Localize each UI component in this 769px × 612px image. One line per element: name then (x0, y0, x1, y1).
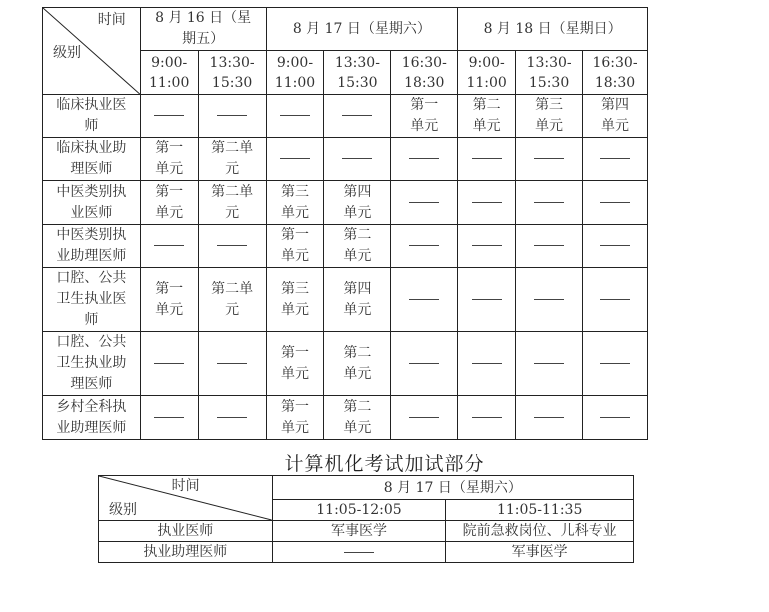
corner-level-label: 级别 (109, 502, 137, 518)
unit-cell: 第二单元 (198, 181, 266, 225)
dash-mark (534, 245, 564, 246)
unit-cell: 第一单元 (391, 95, 458, 138)
unit-cell: 第二单元 (198, 138, 266, 181)
dash-mark (280, 158, 310, 159)
level-cell: 执业助理医师 (99, 542, 273, 563)
corner-time-label: 时间 (97, 12, 126, 28)
level-cell: 口腔、公共卫生执业医师 (43, 268, 141, 332)
empty-cell (458, 181, 516, 225)
dash-mark (217, 363, 247, 364)
time-slot: 11:05-12:05 (272, 500, 446, 521)
time-slot: 13:30-15:30 (324, 51, 391, 95)
dash-mark (534, 158, 564, 159)
time-slot: 13:30-15:30 (516, 51, 583, 95)
empty-cell (583, 268, 648, 332)
subject-cell: 军事医学 (446, 542, 634, 563)
empty-cell (458, 268, 516, 332)
dash-mark (472, 417, 502, 418)
empty-cell (583, 396, 648, 440)
empty-cell (458, 138, 516, 181)
time-slot: 16:30-18:30 (583, 51, 648, 95)
dash-mark (217, 115, 247, 116)
unit-cell: 第二单元 (324, 332, 391, 396)
dash-mark (154, 245, 184, 246)
dash-mark (600, 245, 630, 246)
table-row (43, 138, 648, 181)
empty-cell (516, 225, 583, 268)
dash-mark (534, 363, 564, 364)
dash-mark (472, 202, 502, 203)
unit-cell: 第一单元 (266, 396, 324, 440)
unit-cell: 第二单元 (198, 268, 266, 332)
dash-mark (472, 158, 502, 159)
dash-mark (344, 552, 374, 553)
dash-mark (534, 299, 564, 300)
empty-cell (391, 268, 458, 332)
dash-mark (154, 115, 184, 116)
empty-cell (198, 95, 266, 138)
dash-mark (600, 363, 630, 364)
corner-time-label: 时间 (171, 478, 200, 494)
table-row (99, 521, 634, 542)
dash-mark (409, 245, 439, 246)
header-corner (99, 476, 273, 521)
time-slot: 13:30-15:30 (198, 51, 266, 95)
unit-cell: 第一单元 (140, 138, 198, 181)
empty-cell (391, 225, 458, 268)
empty-cell (198, 332, 266, 396)
level-cell: 临床执业医师 (43, 95, 141, 138)
table-row (99, 542, 634, 563)
empty-cell (583, 138, 648, 181)
unit-cell: 第一单元 (140, 268, 198, 332)
exam-schedule-table (42, 7, 648, 440)
table-row (43, 225, 648, 268)
extra-exam-table (98, 475, 634, 563)
dash-mark (534, 417, 564, 418)
empty-cell (324, 95, 391, 138)
empty-cell (391, 138, 458, 181)
unit-cell: 第二单元 (324, 225, 391, 268)
unit-cell: 第四单元 (324, 268, 391, 332)
dash-mark (342, 115, 372, 116)
level-cell: 临床执业助理医师 (43, 138, 141, 181)
dash-mark (534, 202, 564, 203)
empty-cell (583, 225, 648, 268)
dash-mark (600, 158, 630, 159)
unit-cell: 第四单元 (583, 95, 648, 138)
empty-cell (324, 138, 391, 181)
level-cell: 执业医师 (99, 521, 273, 542)
unit-cell: 第一单元 (266, 225, 324, 268)
time-slot: 16:30-18:30 (391, 51, 458, 95)
dash-mark (600, 299, 630, 300)
dash-mark (409, 299, 439, 300)
empty-cell (583, 181, 648, 225)
empty-cell (140, 396, 198, 440)
unit-cell: 第二单元 (458, 95, 516, 138)
unit-cell: 第一单元 (266, 332, 324, 396)
empty-cell (198, 396, 266, 440)
table-row (43, 181, 648, 225)
empty-cell (516, 138, 583, 181)
dash-mark (472, 299, 502, 300)
table-row (43, 95, 648, 138)
time-slot: 11:05-11:35 (446, 500, 634, 521)
unit-cell: 第三单元 (516, 95, 583, 138)
day-header: 8 月 17 日（星期六） (266, 8, 458, 51)
time-slot: 9:00-11:00 (140, 51, 198, 95)
day-header: 8 月 18 日（星期日） (458, 8, 648, 51)
unit-cell: 第三单元 (266, 181, 324, 225)
dash-mark (409, 202, 439, 203)
empty-cell (458, 396, 516, 440)
empty-cell (272, 542, 446, 563)
dash-mark (409, 158, 439, 159)
level-cell: 中医类别执业助理医师 (43, 225, 141, 268)
time-slot: 9:00-11:00 (266, 51, 324, 95)
day-header: 8 月 17 日（星期六） (272, 476, 633, 500)
empty-cell (391, 396, 458, 440)
dash-mark (217, 245, 247, 246)
empty-cell (516, 181, 583, 225)
dash-mark (217, 417, 247, 418)
unit-cell: 第二单元 (324, 396, 391, 440)
unit-cell: 第三单元 (266, 268, 324, 332)
time-slot: 9:00-11:00 (458, 51, 516, 95)
dash-mark (154, 417, 184, 418)
empty-cell (516, 396, 583, 440)
level-cell: 中医类别执业医师 (43, 181, 141, 225)
empty-cell (458, 225, 516, 268)
dash-mark (600, 202, 630, 203)
table-row (43, 268, 648, 332)
empty-cell (266, 138, 324, 181)
empty-cell (140, 225, 198, 268)
empty-cell (140, 95, 198, 138)
dash-mark (342, 158, 372, 159)
table-row (43, 332, 648, 396)
dash-mark (409, 417, 439, 418)
dash-mark (472, 363, 502, 364)
empty-cell (458, 332, 516, 396)
header-corner (43, 8, 141, 95)
dash-mark (280, 115, 310, 116)
dash-mark (600, 417, 630, 418)
subject-cell: 院前急救岗位、儿科专业 (446, 521, 634, 542)
extra-exam-heading: 计算机化考试加试部分 (284, 453, 485, 475)
empty-cell (583, 332, 648, 396)
table-row (43, 396, 648, 440)
dash-mark (472, 245, 502, 246)
unit-cell: 第一单元 (140, 181, 198, 225)
day-header: 8 月 16 日（星期五） (140, 8, 266, 51)
dash-mark (409, 363, 439, 364)
empty-cell (140, 332, 198, 396)
unit-cell: 第四单元 (324, 181, 391, 225)
empty-cell (516, 332, 583, 396)
empty-cell (516, 268, 583, 332)
empty-cell (266, 95, 324, 138)
level-cell: 口腔、公共卫生执业助理医师 (43, 332, 141, 396)
empty-cell (198, 225, 266, 268)
subject-cell: 军事医学 (272, 521, 446, 542)
empty-cell (391, 181, 458, 225)
corner-level-label: 级别 (53, 45, 81, 61)
empty-cell (391, 332, 458, 396)
dash-mark (154, 363, 184, 364)
level-cell: 乡村全科执业助理医师 (43, 396, 141, 440)
